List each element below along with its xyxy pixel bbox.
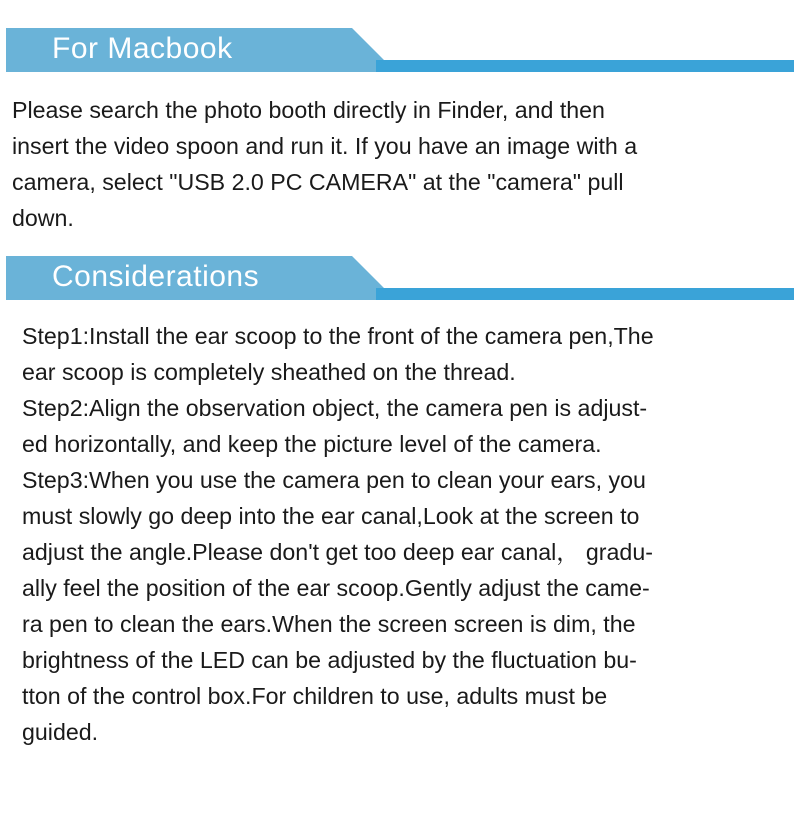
text-line: Step2:Align the observation object, the camera pen is adjust- (22, 395, 648, 421)
section-header-considerations (6, 256, 794, 302)
section-title: Considerations (52, 260, 260, 293)
text-line: down. (12, 205, 74, 231)
text-line: brightness of the LED can be adjusted by the fluctuation bu- (22, 647, 637, 673)
text-line: ally feel the position of the ear scoop.Gently adjust the came- (22, 575, 650, 601)
text-line: ra pen to clean the ears.When the screen screen is dim, the (22, 611, 636, 637)
text-line: must slowly go deep into the ear canal,Look at the screen to (22, 503, 640, 529)
text-line: ed horizontally, and keep the picture level of the camera. (22, 431, 602, 457)
text-line: Step3:When you use the camera pen to clean your ears, you (22, 467, 646, 493)
text-line: adjust the angle.Please don't get too deep ear canal， gradu- (22, 539, 653, 565)
text-line: tton of the control box.For children to use, adults must be (22, 683, 608, 709)
text-line: camera, select "USB 2.0 PC CAMERA" at the "camera" pull (12, 169, 624, 195)
text-line: Step1:Install the ear scoop to the front of the camera pen,The (22, 323, 654, 349)
section-title: For Macbook (52, 32, 233, 65)
macbook-instructions (12, 92, 794, 236)
text-line: ear scoop is completely sheathed on the thread. (22, 359, 516, 385)
considerations-steps (22, 318, 794, 750)
text-line: Please search the photo booth directly in Finder, and then (12, 97, 605, 123)
section-header-macbook (6, 28, 794, 74)
text-line: insert the video spoon and run it. If you have an image with a (12, 133, 638, 159)
text-line: guided. (22, 719, 99, 745)
